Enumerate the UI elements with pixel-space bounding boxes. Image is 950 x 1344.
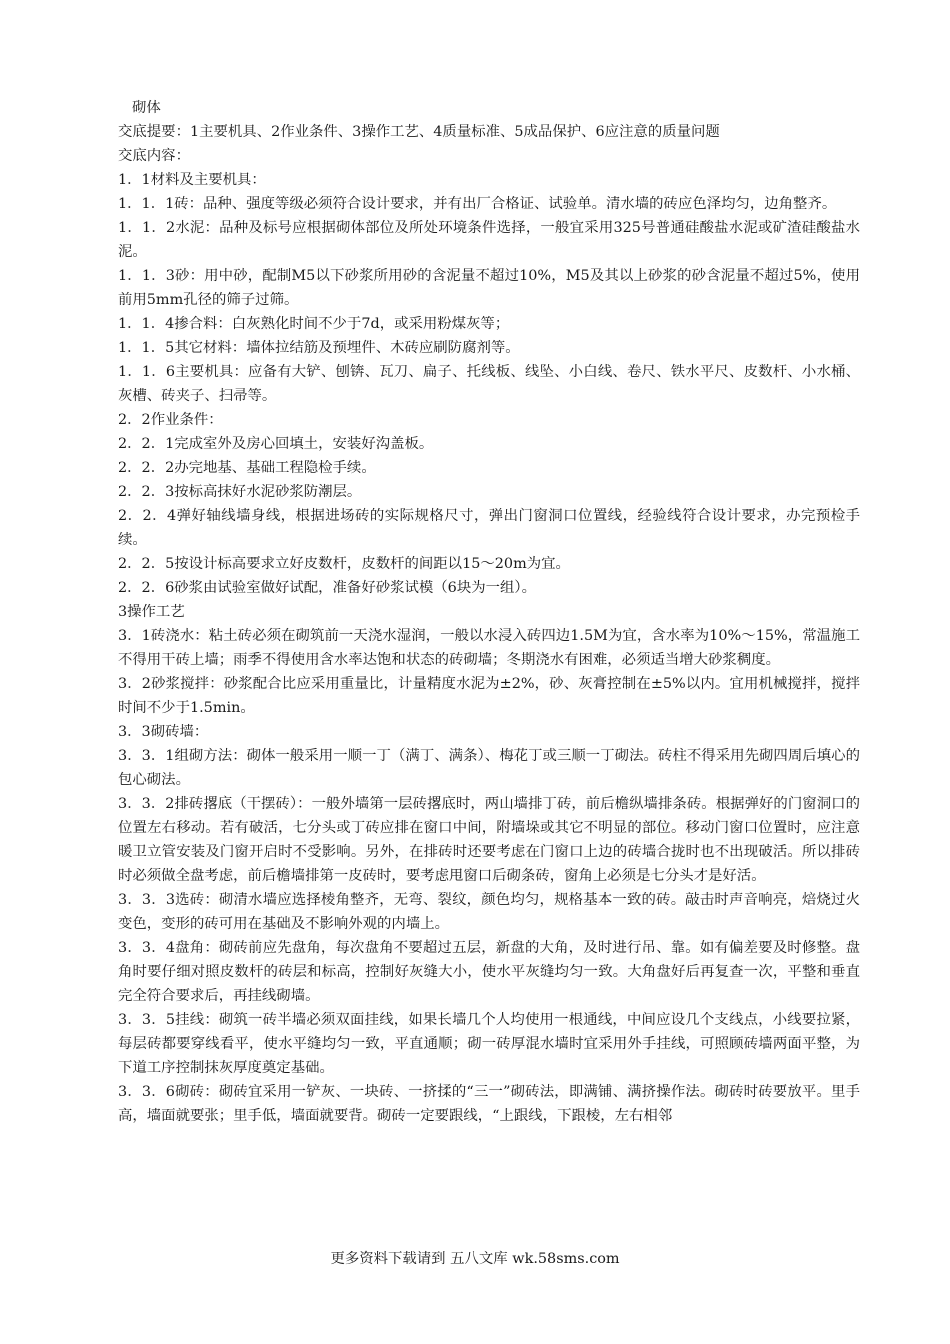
- paragraph: 3．1砖浇水：粘土砖必须在砌筑前一天浇水湿润，一般以水浸入砖四边1.5M为宜，含水率为10%～15%，常温施工不得用干砖上墙；雨季不得使用含水率达饱和状态的砖砌墙；冬期浇水有困难，必须适当增大砂浆稠度。: [118, 628, 860, 668]
- paragraph: 1．1．5其它材料：墙体拉结筋及预埋件、木砖应刷防腐剂等。: [118, 340, 520, 356]
- paragraph: 1．1．6主要机具：应备有大铲、刨锛、瓦刀、扁子、托线板、线坠、小白线、卷尺、铁水平尺、皮数杆、小水桶、灰槽、砖夹子、扫帚等。: [118, 364, 860, 404]
- paragraph: 2．2．2办完地基、基础工程隐检手续。: [118, 460, 376, 476]
- document-summary: 交底提要：1主要机具、2作业条件、3操作工艺、4质量标准、5成品保护、6应注意的质量问题: [118, 124, 720, 140]
- paragraph: 1．1．2水泥：品种及标号应根据砌体部位及所处环境条件选择，一般宜采用325号普通硅酸盐水泥或矿渣硅酸盐水泥。: [118, 220, 860, 260]
- paragraph: 2．2．3按标高抹好水泥砂浆防潮层。: [118, 484, 362, 500]
- paragraph: 1．1材料及主要机具：: [118, 172, 266, 188]
- paragraph: 3．3．5挂线：砌筑一砖半墙必须双面挂线，如果长墙几个人均使用一根通线，中间应设几个支线点，小线要拉紧，每层砖都要穿线看平，使水平缝均匀一致，平直通顺；砌一砖厚混水墙时宜采用外手挂线，可照顾砖墙两面平整，为下道工序控制抹灰厚度奠定基础。: [118, 1012, 860, 1076]
- paragraph: 2．2．5按设计标高要求立好皮数杆，皮数杆的间距以15～20m为宜。: [118, 556, 570, 572]
- paragraph: 1．1．3砂：用中砂，配制M5以下砂浆所用砂的含泥量不超过10%，M5及其以上砂浆的砂含泥量不超过5%，使用前用5mm孔径的筛子过筛。: [118, 268, 860, 308]
- paragraph: 3．3．3选砖：砌清水墙应选择棱角整齐，无弯、裂纹，颜色均匀，规格基本一致的砖。敲击时声音响亮，焙烧过火变色，变形的砖可用在基础及不影响外观的内墙上。: [118, 892, 860, 932]
- paragraph: 2．2．1完成室外及房心回填土，安装好沟盖板。: [118, 436, 434, 452]
- paragraph: 2．2作业条件：: [118, 412, 223, 428]
- section-heading: 3操作工艺: [118, 604, 185, 620]
- paragraph: 1．1．1砖：品种、强度等级必须符合设计要求，并有出厂合格证、试验单。清水墙的砖应色泽均匀，边角整齐。: [118, 196, 837, 212]
- content-label: 交底内容：: [118, 148, 190, 164]
- paragraph: 3．2砂浆搅拌：砂浆配合比应采用重量比，计量精度水泥为±2%，砂、灰膏控制在±5%以内。宜用机械搅拌，搅拌时间不少于1.5min。: [118, 676, 860, 716]
- paragraph: 2．2．6砂浆由试验室做好试配，准备好砂浆试模（6块为一组）。: [118, 580, 536, 596]
- paragraph: 2．2．4弹好轴线墙身线，根据进场砖的实际规格尺寸，弹出门窗洞口位置线，经验线符合设计要求，办完预检手续。: [118, 508, 860, 548]
- document-title: 砌体: [132, 100, 161, 116]
- paragraph: 3．3．2排砖撂底（干摆砖）：一般外墙第一层砖撂底时，两山墙排丁砖，前后檐纵墙排条砖。根据弹好的门窗洞口的位置左右移动。若有破活，七分头或丁砖应排在窗口中间，附墙垛或其它不明显的部位。移动门窗口位置时，应注意暖卫立管安装及门窗开启时不受影响。另外，在排砖时还要考虑在门窗口上边的砖墙合拢时也不出现破活。所以排砖时必须做全盘考虑，前后檐墙排第一皮砖时，要考虑甩窗口后砌条砖，窗角上必须是七分头才是好活。: [118, 796, 860, 884]
- paragraph: 1．1．4掺合料：白灰熟化时间不少于7d，或采用粉煤灰等；: [118, 316, 510, 332]
- page-footer: 更多资料下载请到 五八文库 wk.58sms.com: [330, 1251, 620, 1267]
- paragraph: 3．3．4盘角：砌砖前应先盘角，每次盘角不要超过五层，新盘的大角，及时进行吊、靠。如有偏差要及时修整。盘角时要仔细对照皮数杆的砖层和标高，控制好灰缝大小，使水平灰缝均匀一致。大角盘好后再复查一次，平整和垂直完全符合要求后，再挂线砌墙。: [118, 940, 860, 1004]
- paragraph: 3．3．6砌砖：砌砖宜采用一铲灰、一块砖、一挤揉的“三一”砌砖法，即满铺、满挤操作法。砌砖时砖要放平。里手高，墙面就要张；里手低，墙面就要背。砌砖一定要跟线，“上跟线，下跟棱，左右相邻: [118, 1084, 860, 1124]
- document-body: [118, 96, 860, 1128]
- paragraph: 3．3．1组砌方法：砌体一般采用一顺一丁（满丁、满条）、梅花丁或三顺一丁砌法。砖柱不得采用先砌四周后填心的包心砌法。: [118, 748, 860, 788]
- paragraph: 3．3砌砖墙：: [118, 724, 209, 740]
